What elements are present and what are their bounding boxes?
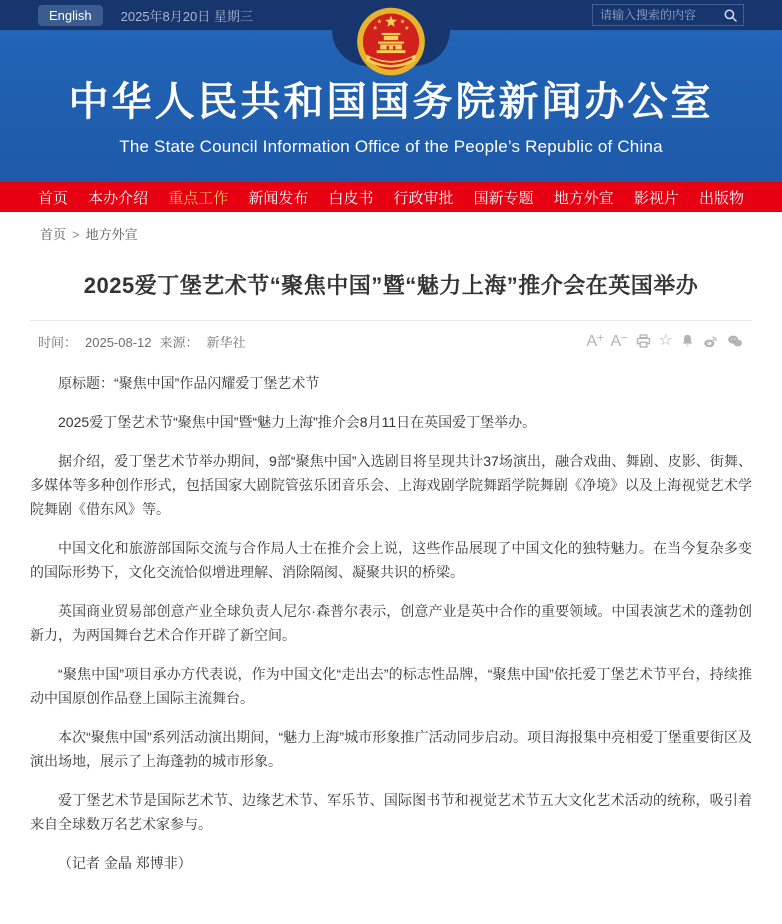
article-paragraph: 据介绍，爱丁堡艺术节举办期间，9部“聚焦中国”入选剧目将呈现共计37场演出，融合戏曲、舞剧、皮影、街舞、多媒体等多种创作形式，包括国家大剧院管弦乐团音乐会、上海戏剧学院舞蹈学院舞剧《净境》以及上海视觉艺术学院舞剧《借东风》等。 <box>30 453 752 517</box>
masthead <box>0 0 782 212</box>
nav-item-publications[interactable]: 出版物 <box>698 189 744 207</box>
search-icon <box>723 8 738 23</box>
article-paragraph: 原标题：“聚焦中国”作品闪耀爱丁堡艺术节 <box>58 375 320 391</box>
nav-item-about[interactable]: 本办介绍 <box>88 189 149 207</box>
nav-item-home[interactable]: 首页 <box>38 189 69 207</box>
current-date: 2025年8月20日 星期三 <box>120 8 253 24</box>
national-emblem-icon <box>355 5 427 81</box>
nav-item-films[interactable]: 影视片 <box>633 189 679 207</box>
article-body <box>30 355 752 924</box>
favorite-button[interactable] <box>659 333 673 349</box>
article <box>30 247 752 924</box>
breadcrumb-separator: > <box>72 227 80 242</box>
article-meta <box>38 332 254 351</box>
star-icon: ☆ <box>658 332 673 349</box>
breadcrumb-home-link[interactable]: 首页 <box>40 227 67 242</box>
font-decrease-button[interactable]: A⁻ <box>610 333 628 350</box>
search-box <box>592 4 744 26</box>
share-weibo-button[interactable] <box>702 334 719 349</box>
article-paragraph: 2025爱丁堡艺术节“聚焦中国”暨“魅力上海”推介会8月11日在英国爱丁堡举办。 <box>58 414 537 430</box>
site-title: 中华人民共和国国务院新闻办公室 <box>68 80 714 124</box>
nav-item-scio-topics[interactable]: 国新专题 <box>473 189 534 207</box>
weibo-icon <box>702 334 719 349</box>
search-input[interactable] <box>598 7 723 23</box>
article-paragraph: “聚焦中国”项目承办方代表说，作为中国文化“走出去”的标志性品牌，“聚焦中国”依托爱丁堡艺术节平台，持续推动中国原创作品登上国际主流舞台。 <box>30 666 752 706</box>
breadcrumb <box>0 212 782 247</box>
site-subtitle: The State Council Information Office of the People’s Republic of China <box>119 137 663 156</box>
article-paragraph: 本次“聚焦中国”系列活动演出期间，“魅力上海”城市形象推广活动同步启动。项目海报集中亮相爱丁堡重要街区及演出场地，展示了上海蓬勃的城市形象。 <box>30 729 752 769</box>
article-paragraph: 爱丁堡艺术节是国际艺术节、边缘艺术节、军乐节、国际图书节和视觉艺术节五大文化艺术活动的统称，吸引着来自全球数万名艺术家参与。 <box>30 792 752 832</box>
nav-item-white-papers[interactable]: 白皮书 <box>328 189 374 207</box>
breadcrumb-current-link[interactable]: 地方外宣 <box>85 227 138 242</box>
share-wechat-button[interactable] <box>726 334 744 349</box>
print-button[interactable] <box>635 333 652 349</box>
nav-item-local-publicity[interactable]: 地方外宣 <box>553 189 614 207</box>
wechat-icon <box>726 334 744 349</box>
nav-item-administrative-approval[interactable]: 行政审批 <box>393 189 454 207</box>
time-label: 时间： <box>38 334 78 350</box>
nav-item-press-releases[interactable]: 新闻发布 <box>248 189 309 207</box>
font-increase-button[interactable]: A⁺ <box>586 333 604 350</box>
article-byline: （记者 金晶 郑博非） <box>58 855 192 871</box>
source-value: 新华社 <box>206 334 246 350</box>
search-button[interactable] <box>723 8 738 23</box>
publish-date: 2025-08-12 <box>85 334 152 350</box>
bell-icon <box>680 333 695 349</box>
article-paragraph: 英国商业贸易部创意产业全球负责人尼尔·森普尔表示，创意产业是英中合作的重要领域。中国表演艺术的蓬勃创新力，为两国舞台艺术合作开辟了新空间。 <box>30 603 752 643</box>
printer-icon <box>635 333 652 349</box>
subscribe-button[interactable] <box>680 333 695 349</box>
nav-item-key-work[interactable]: 重点工作 <box>168 189 229 207</box>
main-nav <box>0 182 782 212</box>
source-label: 来源： <box>159 334 199 350</box>
article-title: 2025爱丁堡艺术节“聚焦中国”暨“魅力上海”推介会在英国举办 <box>83 273 699 298</box>
english-language-button[interactable]: English <box>38 5 103 26</box>
article-toolbar <box>586 331 744 351</box>
article-paragraph: 中国文化和旅游部国际交流与合作局人士在推介会上说，这些作品展现了中国文化的独特魅力。在当今复杂多变的国际形势下，文化交流恰似增进理解、消除隔阂、凝聚共识的桥梁。 <box>30 540 752 580</box>
article-meta-bar <box>30 320 752 355</box>
